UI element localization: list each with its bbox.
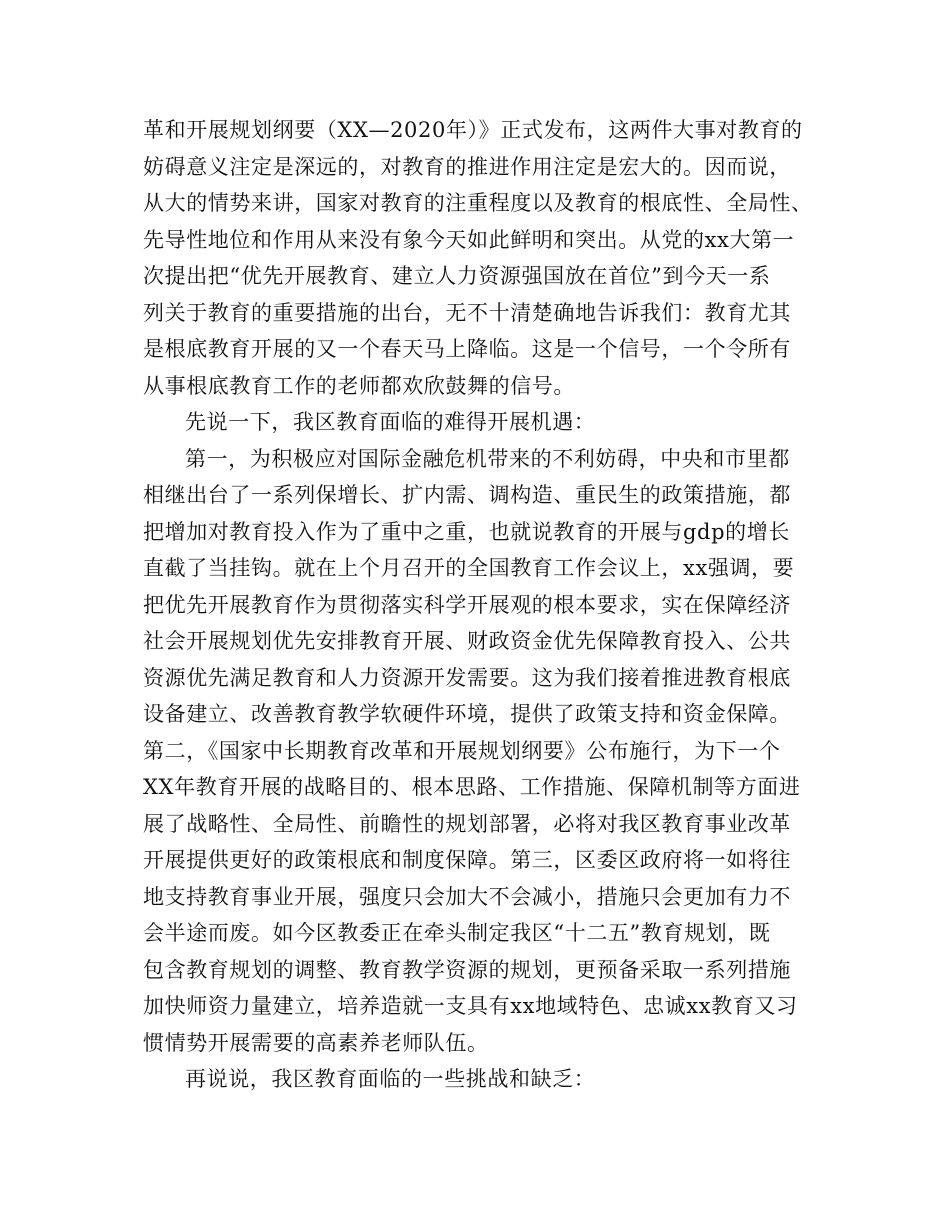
- text-line: 从大的情势来讲，国家对教育的注重程度以及教育的根底性、全局性、: [143, 191, 813, 215]
- text-line: 是根底教育开展的又一个春天马上降临。这是一个信号，一个令所有: [143, 337, 791, 361]
- text-line: 直截了当挂钩。就在上个月召开的全国教育工作会议上，xx强调，要: [143, 556, 795, 580]
- text-line: 惯情势开展需要的高素养老师队伍。: [143, 1030, 489, 1055]
- text-line: 开展提供更好的政策根底和制度保障。第三，区委区政府将一如将往: [143, 848, 791, 872]
- text-line: 把增加对教育投入作为了重中之重，也就说教育的开展与gdp的增长: [143, 519, 790, 544]
- paragraph-heading: 先说一下，我区教育面临的难得开展机遇：: [185, 410, 596, 434]
- text-line: 先导性地位和作用从来没有象今天如此鲜明和突出。从党的xx大第一: [143, 227, 795, 252]
- text-line: 次提出把“优先开展教育、建立人力资源强国放在首位”到今天一系: [143, 264, 771, 288]
- text-line: 第一，为积极应对国际金融危机带来的不利妨碍，中央和市里都: [185, 446, 790, 471]
- text-line: 社会开展规划优先安排教育开展、财政资金优先保障教育投入、公共: [143, 629, 791, 653]
- body-text: [143, 112, 843, 1098]
- text-line: 相继出台了一系列保增长、扩内需、调构造、重民生的政策措施，都: [143, 483, 791, 507]
- text-line: 展了战略性、全局性、前瞻性的规划部署，必将对我区教育事业改革: [143, 811, 791, 836]
- paragraph-heading: 再说说，我区教育面临的一些挑战和缺乏：: [185, 1067, 596, 1091]
- text-line: XX年教育开展的战略目的、根本思路、工作措施、保障机制等方面进: [143, 775, 801, 799]
- text-line: 第二，《国家中长期教育改革和开展规划纲要》公布施行，为下一个: [143, 738, 781, 763]
- text-line: 从事根底教育工作的老师都欢欣鼓舞的信号。: [143, 373, 575, 398]
- text-line: 加快师资力量建立，培养造就一支具有xx地域特色、忠诚xx教育又习: [143, 994, 798, 1018]
- text-line: 地支持教育事业开展，强度只会加大不会减小，措施只会更加有力不: [143, 884, 791, 909]
- text-line: 设备建立、改善教育教学软硬件环境，提供了政策支持和资金保障。: [143, 702, 791, 726]
- text-line: 列关于教育的重要措施的出台，无不十清楚确地告诉我们：教育尤其: [143, 300, 791, 325]
- text-line: 革和开展规划纲要（XX—2020年）》正式发布，这两件大事对教育的: [143, 118, 803, 142]
- text-line: 资源优先满足教育和人力资源开发需要。这为我们接着推进教育根底: [143, 665, 791, 690]
- text-line: 包含教育规划的调整、教育教学资源的规划，更预备采取一系列措施: [143, 957, 791, 982]
- text-line: 会半途而废。如今区教委正在牵头制定我区“十二五”教育规划，既: [143, 921, 771, 945]
- text-line: 妨碍意义注定是深远的，对教育的推进作用注定是宏大的。因而说，: [143, 154, 791, 179]
- text-line: 把优先开展教育作为贯彻落实科学开展观的根本要求，实在保障经济: [143, 592, 791, 617]
